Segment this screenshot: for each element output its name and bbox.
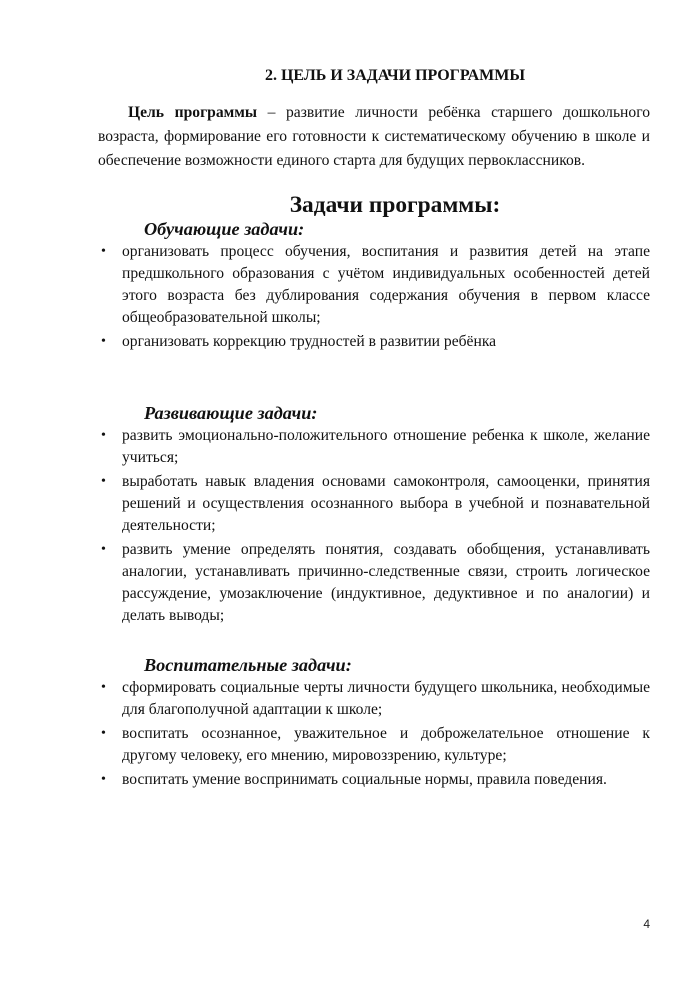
list-item-text: развить умение определять понятия, создавать обобщения, устанавливать аналогии, устанавливать причинно-следственные связи, строить логическое рассуждение, умозаключение (индуктивное, дедуктивное и по аналогии) и делать выводы; [122, 541, 650, 624]
section-spacer [98, 355, 650, 401]
list-item [98, 241, 650, 329]
list-item-text: развить эмоционально-положительного отношение ребенка к школе, желание учиться; [122, 427, 650, 466]
list-item [98, 471, 650, 537]
list-item [98, 331, 650, 353]
bullet-icon: • [101, 542, 106, 557]
goal-label: Цель программы [128, 104, 258, 121]
page-title: 2. ЦЕЛЬ И ЗАДАЧИ ПРОГРАММЫ [264, 67, 526, 84]
bullet-list [98, 425, 650, 627]
page-content [98, 64, 650, 793]
list-item [98, 425, 650, 469]
bullet-list [98, 241, 650, 353]
bullet-icon: • [101, 334, 106, 349]
bullet-list [98, 677, 650, 791]
section-spacer [98, 629, 650, 653]
list-item-text: воспитать умение воспринимать социальные нормы, правила поведения. [122, 771, 607, 788]
list-item-text: воспитать осознанное, уважительное и доброжелательное отношение к другому человеку, его мнению, мировоззрению, культуре; [122, 725, 650, 764]
list-item-text: сформировать социальные черты личности будущего школьника, необходимые для благополучной адаптации к школе; [122, 679, 650, 718]
list-item-text: организовать коррекцию трудностей в развитии ребёнка [122, 333, 497, 350]
goal-text: – развитие личности ребёнка старшего дошкольного возраста, формирование его готовности к систематическому обучению в школе и обеспечение возможности единого старта для будущих первоклассников. [98, 104, 650, 169]
section-title: Развивающие задачи: [144, 403, 318, 423]
bullet-icon: • [101, 474, 106, 489]
bullet-icon: • [101, 726, 106, 741]
page-number: 4 [643, 917, 650, 931]
bullet-icon: • [101, 772, 106, 787]
section-teaching-tasks [98, 217, 650, 353]
section-title: Воспитательные задачи: [144, 655, 352, 675]
bullet-icon: • [101, 244, 106, 259]
list-item-text: организовать процесс обучения, воспитания и развития детей на этапе предшкольного образования с учётом индивидуальных особенностей детей этого возраста без дублирования содержания обучения в первом классе общеобразовательной школы; [122, 243, 650, 326]
tasks-heading: Задачи программы: [289, 192, 501, 218]
bullet-icon: • [101, 680, 106, 695]
bullet-icon: • [101, 428, 106, 443]
goal-paragraph [98, 101, 650, 173]
section-educational-tasks [98, 653, 650, 791]
list-item [98, 723, 650, 767]
list-item [98, 539, 650, 627]
list-item-text: выработать навык владения основами самоконтроля, самооценки, принятия решений и осуществления осознанного выбора в учебной и познавательной деятельности; [122, 473, 650, 534]
section-title: Обучающие задачи: [144, 219, 305, 239]
list-item [98, 769, 650, 791]
section-developing-tasks [98, 401, 650, 627]
list-item [98, 677, 650, 721]
